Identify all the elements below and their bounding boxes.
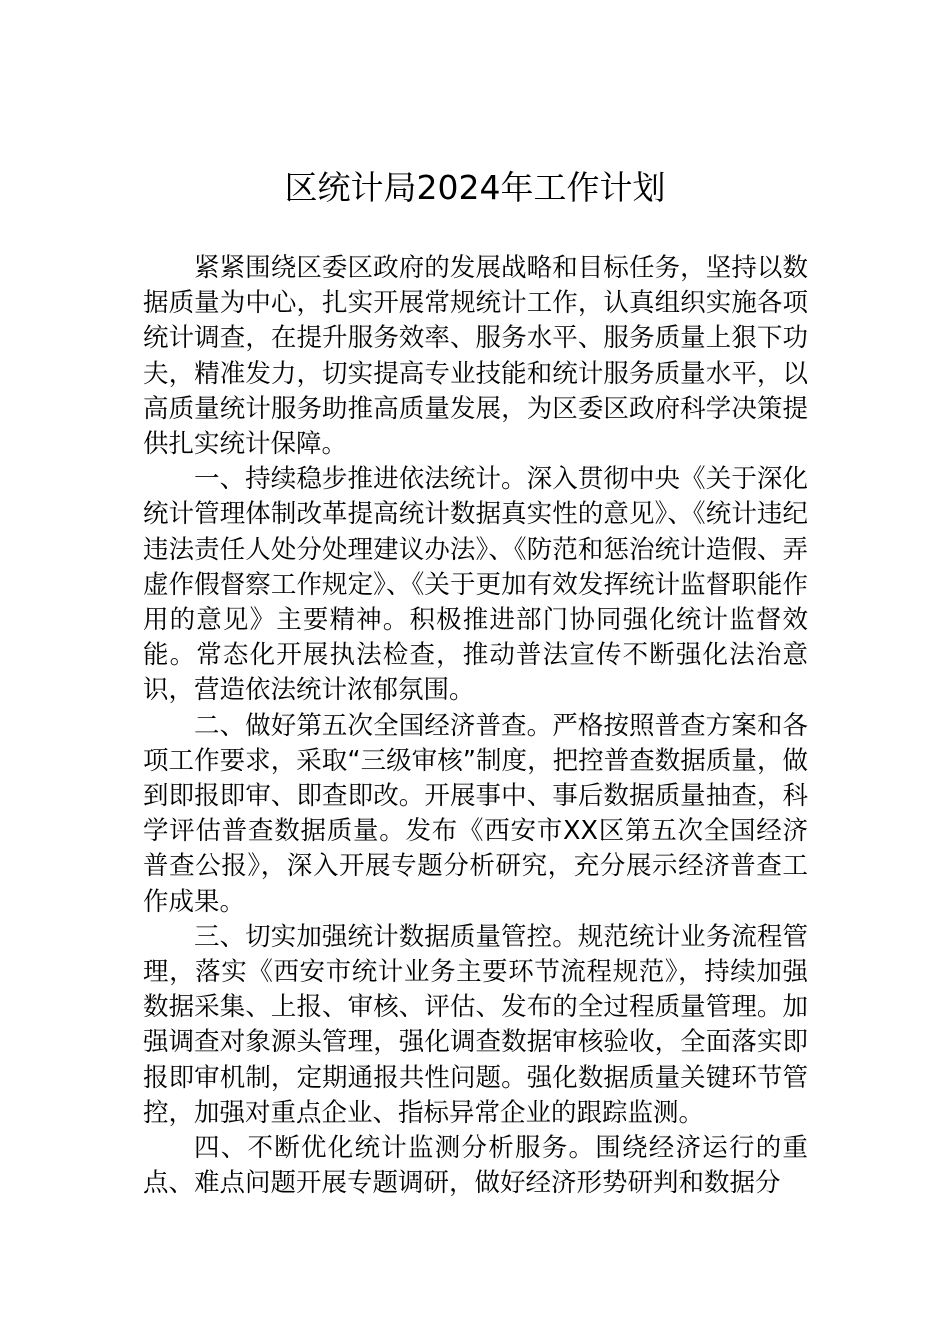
paragraph-section-4: 四、不断优化统计监测分析服务。围绕经济运行的重点、难点问题开展专题调研，做好经济形势研判和数据分 bbox=[143, 1133, 808, 1199]
document-body bbox=[143, 251, 808, 1201]
document-title: 区统计局2024年工作计划 bbox=[284, 168, 666, 207]
paragraph-section-2: 二、做好第五次全国经济普查。严格按照普查方案和各项工作要求，采取“三级审核”制度，把控普查数据质量，做到即报即审、即查即改。开展事中、事后数据质量抽查，科学评估普查数据质量。发布《西安市XX区第五次全国经济普查公报》，深入开展专题分析研究，充分展示经济普查工作成果。 bbox=[143, 710, 808, 917]
paragraph-section-1: 一、持续稳步推进依法统计。深入贯彻中央《关于深化统计管理体制改革提高统计数据真实性的意见》、《统计违纪违法责任人处分处理建议办法》、《防范和惩治统计造假、弄虚作假督察工作规定》、《关于更加有效发挥统计监督职能作用的意见》主要精神。积极推进部门协同强化统计监督效能。常态化开展执法检查，推动普法宣传不断强化法治意识，营造依法统计浓郁氛围。 bbox=[143, 464, 808, 706]
paragraph-section-3: 三、切实加强统计数据质量管控。规范统计业务流程管理，落实《西安市统计业务主要环节流程规范》，持续加强数据采集、上报、审核、评估、发布的全过程质量管理。加强调查对象源头管理，强化调查数据审核验收，全面落实即报即审机制，定期通报共性问题。强化数据质量关键环节管控，加强对重点企业、指标异常企业的跟踪监测。 bbox=[143, 921, 808, 1128]
paragraph-intro: 紧紧围绕区委区政府的发展战略和目标任务，坚持以数据质量为中心，扎实开展常规统计工作，认真组织实施各项统计调查，在提升服务效率、服务水平、服务质量上狠下功夫，精准发力，切实提高专业技能和统计服务质量水平，以高质量统计服务助推高质量发展，为区委区政府科学决策提供扎实统计保障。 bbox=[143, 253, 808, 460]
